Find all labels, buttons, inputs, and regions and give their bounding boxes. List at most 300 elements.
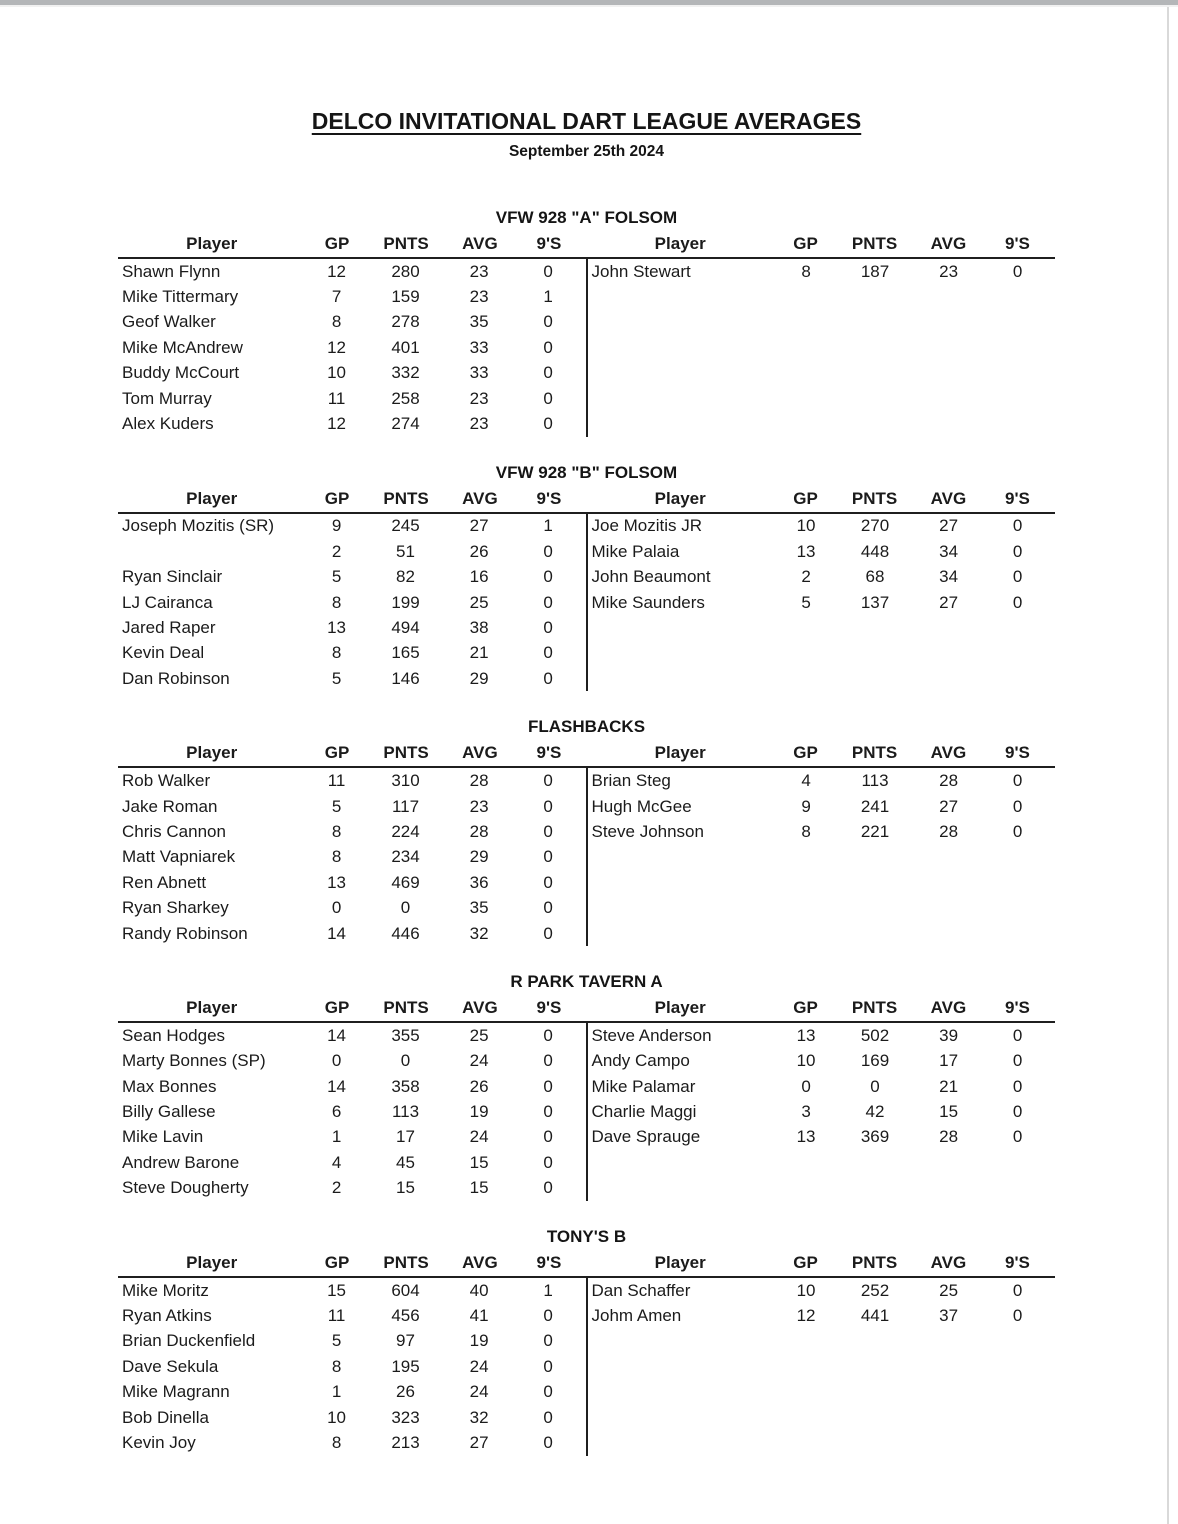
player-row — [118, 794, 586, 819]
team-section — [118, 969, 1055, 1201]
pnts-cell: 280 — [391, 261, 420, 281]
gp-cell: 5 — [331, 1331, 342, 1351]
nines-cell: 0 — [543, 1025, 553, 1045]
player-row — [588, 794, 1056, 819]
pnts-cell: 310 — [391, 771, 420, 791]
nines-cell: 0 — [543, 1432, 553, 1452]
gp-cell: 8 — [331, 1432, 342, 1452]
table-header-right — [587, 231, 1056, 257]
gp-cell: 15 — [327, 1280, 347, 1300]
pnts-cell: 51 — [396, 541, 415, 561]
player-row — [588, 1049, 1056, 1074]
table-header-left — [118, 740, 587, 766]
gp-cell: 4 — [331, 1152, 342, 1172]
column-header-pnts: PNTS — [851, 234, 898, 253]
player-name-cell: LJ Cairanca — [122, 592, 213, 612]
gp-cell: 5 — [331, 668, 342, 688]
avg-cell: 16 — [469, 567, 489, 587]
table-body-right — [586, 768, 1056, 946]
player-row — [118, 895, 586, 920]
pnts-cell: 446 — [391, 923, 420, 943]
nines-cell: 0 — [1012, 796, 1023, 816]
nines-cell: 0 — [543, 261, 553, 281]
column-header-avg: AVG — [462, 743, 498, 763]
pnts-cell: 0 — [870, 1076, 880, 1096]
column-header-player: Player — [654, 998, 706, 1018]
team-section — [118, 1224, 1055, 1456]
player-row — [118, 1329, 586, 1354]
player-name-cell: Buddy McCourt — [122, 363, 240, 383]
averages-table — [118, 231, 1055, 437]
column-header-nines: 9'S — [1005, 488, 1030, 508]
column-header-player: Player — [654, 488, 706, 508]
nines-cell: 0 — [543, 847, 553, 867]
avg-cell: 23 — [469, 388, 489, 408]
column-header-nines: 9'S — [1005, 998, 1030, 1018]
table-header-row — [118, 995, 1055, 1023]
player-row — [588, 1278, 1056, 1303]
avg-cell: 27 — [939, 796, 959, 816]
player-name-cell: Mike Saunders — [591, 592, 705, 612]
pnts-cell: 97 — [396, 1331, 415, 1351]
player-name-cell: Tom Murray — [122, 388, 212, 408]
pnts-cell: 26 — [396, 1382, 415, 1402]
player-row — [588, 259, 1056, 284]
table-body — [118, 259, 1055, 437]
player-row — [118, 641, 586, 666]
pnts-cell: 0 — [400, 1051, 411, 1071]
gp-cell: 13 — [796, 1025, 816, 1045]
team-sections — [118, 205, 1055, 1456]
team-name: R PARK TAVERN A — [510, 972, 663, 992]
gp-cell: 8 — [801, 821, 811, 841]
player-row — [588, 1099, 1056, 1124]
player-name-cell: Mike Lavin — [122, 1127, 204, 1147]
column-header-avg: AVG — [462, 234, 498, 253]
player-name-cell: Johm Amen — [591, 1306, 682, 1326]
player-row — [118, 768, 586, 793]
column-header-pnts: PNTS — [851, 998, 898, 1018]
player-row — [118, 514, 586, 539]
avg-cell: 41 — [469, 1306, 489, 1326]
column-header-player: Player — [186, 743, 238, 763]
player-name-cell: Andrew Barone — [122, 1152, 240, 1172]
table-body-left — [118, 1023, 586, 1201]
team-section — [118, 460, 1055, 692]
avg-cell: 32 — [469, 923, 489, 943]
gp-cell: 8 — [331, 1356, 342, 1376]
column-header-gp: GP — [793, 743, 818, 763]
gp-cell: 10 — [327, 363, 347, 383]
player-name-cell: Steve Johnson — [591, 821, 704, 841]
gp-cell: 2 — [331, 541, 342, 561]
document-content — [118, 0, 1055, 1479]
avg-cell: 35 — [469, 312, 489, 332]
player-name-cell: Brian Steg — [591, 771, 671, 791]
table-header-left — [118, 995, 587, 1021]
avg-cell: 28 — [939, 1127, 959, 1147]
pnts-cell: 278 — [391, 312, 420, 332]
player-row — [118, 870, 586, 895]
gp-cell: 12 — [327, 414, 347, 434]
gp-cell: 6 — [331, 1102, 342, 1122]
table-header-row — [118, 740, 1055, 768]
avg-cell: 24 — [469, 1382, 489, 1402]
column-header-player: Player — [654, 743, 706, 763]
player-name-cell: Brian Duckenfield — [122, 1331, 256, 1351]
gp-cell: 14 — [327, 1025, 347, 1045]
player-name-cell: Dave Sprauge — [591, 1127, 701, 1147]
column-header-avg: AVG — [462, 1252, 498, 1272]
player-row — [118, 335, 586, 360]
pnts-cell: 441 — [860, 1306, 890, 1326]
player-row — [118, 539, 586, 564]
pnts-cell: 195 — [391, 1356, 420, 1376]
avg-cell: 28 — [469, 821, 489, 841]
pnts-cell: 113 — [391, 1102, 420, 1122]
column-header-player: Player — [186, 998, 238, 1018]
player-row — [118, 666, 586, 691]
column-header-player: Player — [186, 1252, 238, 1272]
nines-cell: 1 — [543, 516, 553, 536]
pnts-cell: 270 — [860, 516, 890, 536]
pnts-cell: 258 — [391, 388, 420, 408]
column-header-player: Player — [186, 488, 238, 508]
pnts-cell: 456 — [391, 1306, 420, 1326]
player-row — [118, 1405, 586, 1430]
player-name-cell: Ryan Atkins — [122, 1306, 212, 1326]
pnts-cell: 0 — [400, 898, 411, 918]
avg-cell: 29 — [469, 847, 489, 867]
nines-cell: 0 — [1012, 821, 1023, 841]
gp-cell: 9 — [331, 516, 342, 536]
team-name: FLASHBACKS — [527, 717, 646, 737]
avg-cell: 28 — [939, 821, 959, 841]
pnts-cell: 469 — [391, 872, 420, 892]
pnts-cell: 448 — [860, 541, 890, 561]
gp-cell: 0 — [331, 898, 342, 918]
player-row — [118, 1303, 586, 1328]
pnts-cell: 15 — [396, 1178, 415, 1198]
nines-cell: 0 — [543, 1331, 553, 1351]
table-header-right — [587, 995, 1056, 1021]
column-header-gp: GP — [793, 1252, 818, 1272]
player-name-cell: Mike Magrann — [122, 1382, 230, 1402]
pnts-cell: 494 — [391, 617, 420, 637]
player-row — [118, 284, 586, 309]
avg-cell: 23 — [469, 796, 489, 816]
gp-cell: 14 — [327, 923, 347, 943]
nines-cell: 0 — [543, 1102, 553, 1122]
gp-cell: 0 — [801, 1076, 811, 1096]
column-header-nines: 9'S — [1005, 743, 1030, 763]
avg-cell: 38 — [469, 617, 489, 637]
nines-cell: 0 — [543, 1076, 553, 1096]
pnts-cell: 42 — [865, 1102, 885, 1122]
pnts-cell: 401 — [391, 337, 420, 357]
avg-cell: 39 — [939, 1025, 959, 1045]
player-row — [118, 565, 586, 590]
column-header-pnts: PNTS — [851, 743, 898, 763]
gp-cell: 13 — [796, 541, 816, 561]
player-name-cell: Mike Tittermary — [122, 287, 239, 307]
gp-cell: 14 — [327, 1076, 347, 1096]
page-right-edge-line — [1167, 7, 1169, 1524]
pnts-cell: 241 — [860, 796, 890, 816]
gp-cell: 4 — [801, 771, 811, 791]
nines-cell: 0 — [543, 567, 553, 587]
player-name-cell: Mike Palaia — [591, 541, 680, 561]
nines-cell: 0 — [543, 1382, 553, 1402]
table-header-row — [118, 231, 1055, 259]
avg-cell: 37 — [939, 1306, 959, 1326]
avg-cell: 25 — [469, 592, 489, 612]
gp-cell: 9 — [801, 796, 811, 816]
player-name-cell: Sean Hodges — [122, 1025, 226, 1045]
player-row — [118, 386, 586, 411]
avg-cell: 23 — [939, 261, 959, 281]
player-name-cell: Bob Dinella — [122, 1407, 209, 1427]
avg-cell: 23 — [469, 261, 489, 281]
avg-cell: 23 — [469, 414, 489, 434]
pnts-cell: 332 — [391, 363, 420, 383]
pnts-cell: 369 — [860, 1127, 890, 1147]
gp-cell: 13 — [327, 872, 347, 892]
nines-cell: 0 — [543, 388, 553, 408]
nines-cell: 1 — [543, 1280, 553, 1300]
column-header-gp: GP — [793, 998, 818, 1018]
averages-table — [118, 486, 1055, 692]
player-name-cell: Max Bonnes — [122, 1076, 217, 1096]
column-header-pnts: PNTS — [851, 488, 898, 508]
avg-cell: 40 — [469, 1280, 489, 1300]
player-name-cell: Kevin Joy — [122, 1432, 196, 1452]
column-header-player: Player — [654, 1252, 706, 1272]
player-row — [588, 819, 1056, 844]
column-header-avg: AVG — [462, 488, 498, 508]
table-header-row — [118, 486, 1055, 514]
nines-cell: 0 — [543, 337, 553, 357]
gp-cell: 1 — [331, 1127, 342, 1147]
table-body-left — [118, 259, 586, 437]
player-name-cell: Mike McAndrew — [122, 337, 243, 357]
player-row — [588, 1125, 1056, 1150]
player-name-cell: Charlie Maggi — [591, 1102, 697, 1122]
nines-cell: 0 — [1012, 1280, 1023, 1300]
avg-cell: 25 — [469, 1025, 489, 1045]
table-header-right — [587, 486, 1056, 512]
nines-cell: 0 — [543, 1178, 553, 1198]
gp-cell: 11 — [327, 388, 346, 408]
avg-cell: 28 — [469, 771, 489, 791]
player-row — [118, 310, 586, 335]
pnts-cell: 159 — [391, 287, 420, 307]
nines-cell: 0 — [1012, 541, 1023, 561]
player-row — [588, 514, 1056, 539]
avg-cell: 32 — [469, 1407, 489, 1427]
gp-cell: 8 — [331, 592, 342, 612]
pnts-cell: 221 — [860, 821, 890, 841]
column-header-gp: GP — [793, 234, 818, 253]
player-row — [118, 1023, 586, 1048]
player-name-cell: Billy Gallese — [122, 1102, 216, 1122]
nines-cell: 0 — [1012, 516, 1023, 536]
player-row — [118, 921, 586, 946]
player-row — [118, 615, 586, 640]
gp-cell: 11 — [327, 771, 346, 791]
avg-cell: 15 — [939, 1102, 959, 1122]
nines-cell: 0 — [543, 1127, 553, 1147]
column-header-pnts: PNTS — [851, 1252, 898, 1272]
player-row — [588, 768, 1056, 793]
team-name: VFW 928 "A" FOLSOM — [495, 208, 678, 227]
pnts-cell: 146 — [391, 668, 420, 688]
avg-cell: 34 — [939, 567, 959, 587]
avg-cell: 24 — [469, 1356, 489, 1376]
document-title: DELCO INVITATIONAL DART LEAGUE AVERAGES — [311, 108, 862, 134]
avg-cell: 21 — [469, 643, 489, 663]
pnts-cell: 165 — [391, 643, 420, 663]
player-name-cell: Andy Campo — [591, 1051, 690, 1071]
gp-cell: 10 — [796, 1280, 816, 1300]
player-row — [118, 590, 586, 615]
avg-cell: 19 — [469, 1331, 489, 1351]
avg-cell: 26 — [469, 541, 489, 561]
gp-cell: 8 — [331, 847, 342, 867]
nines-cell: 0 — [543, 796, 553, 816]
column-header-gp: GP — [324, 998, 350, 1018]
pnts-cell: 82 — [396, 567, 415, 587]
player-name-cell: Joe Mozitis JR — [591, 516, 703, 536]
column-header-avg: AVG — [462, 998, 498, 1018]
pnts-cell: 224 — [391, 821, 420, 841]
player-name-cell: John Beaumont — [591, 567, 711, 587]
team-section — [118, 205, 1055, 437]
nines-cell: 0 — [543, 668, 553, 688]
player-name-cell: Jared Raper — [122, 617, 216, 637]
player-name-cell: John Stewart — [591, 261, 691, 281]
nines-cell: 0 — [543, 872, 553, 892]
player-row — [118, 1125, 586, 1150]
avg-cell: 23 — [469, 287, 489, 307]
averages-table — [118, 995, 1055, 1201]
player-row — [588, 1023, 1056, 1048]
pnts-cell: 358 — [391, 1076, 420, 1096]
avg-cell: 15 — [469, 1152, 489, 1172]
team-name: VFW 928 "B" FOLSOM — [495, 462, 678, 482]
avg-cell: 17 — [939, 1051, 959, 1071]
table-body-right — [586, 259, 1056, 437]
nines-cell: 0 — [1012, 261, 1023, 281]
gp-cell: 13 — [327, 617, 347, 637]
player-name-cell: Alex Kuders — [122, 414, 214, 434]
avg-cell: 27 — [469, 516, 489, 536]
nines-cell: 0 — [1012, 1076, 1023, 1096]
nines-cell: 0 — [1012, 1127, 1023, 1147]
column-header-avg: AVG — [930, 1252, 967, 1272]
nines-cell: 0 — [543, 1306, 553, 1326]
player-name-cell: Ren Abnett — [122, 872, 207, 892]
player-row — [118, 411, 586, 436]
avg-cell: 15 — [469, 1178, 489, 1198]
column-header-avg: AVG — [930, 488, 967, 508]
pnts-cell: 274 — [391, 414, 420, 434]
avg-cell: 25 — [939, 1280, 959, 1300]
nines-cell: 0 — [1012, 1051, 1023, 1071]
player-name-cell: Kevin Deal — [122, 643, 205, 663]
pnts-cell: 17 — [396, 1127, 415, 1147]
column-header-nines: 9'S — [536, 234, 562, 253]
column-header-avg: AVG — [930, 234, 967, 253]
averages-table — [118, 1250, 1055, 1456]
avg-cell: 27 — [939, 592, 959, 612]
player-row — [118, 1099, 586, 1124]
nines-cell: 0 — [543, 1407, 553, 1427]
gp-cell: 12 — [327, 337, 347, 357]
pnts-cell: 245 — [391, 516, 420, 536]
gp-cell: 8 — [331, 821, 342, 841]
pnts-cell: 113 — [861, 771, 889, 791]
nines-cell: 0 — [543, 1152, 553, 1172]
table-body — [118, 768, 1055, 946]
avg-cell: 27 — [939, 516, 959, 536]
pnts-cell: 252 — [860, 1280, 890, 1300]
player-name-cell: Dan Schaffer — [591, 1280, 691, 1300]
player-row — [118, 845, 586, 870]
column-header-nines: 9'S — [536, 1252, 562, 1272]
avg-cell: 19 — [469, 1102, 489, 1122]
player-name-cell: Marty Bonnes (SP) — [122, 1051, 266, 1071]
player-row — [118, 1430, 586, 1455]
pnts-cell: 137 — [860, 592, 890, 612]
player-row — [118, 819, 586, 844]
player-row — [118, 1176, 586, 1201]
nines-cell: 0 — [543, 643, 553, 663]
table-body — [118, 1023, 1055, 1201]
nines-cell: 0 — [543, 923, 553, 943]
player-row — [588, 1074, 1056, 1099]
avg-cell: 35 — [469, 898, 489, 918]
player-name-cell: Rob Walker — [122, 771, 211, 791]
player-name-cell: Jake Roman — [122, 796, 218, 816]
avg-cell: 24 — [469, 1051, 489, 1071]
player-row — [588, 539, 1056, 564]
nines-cell: 0 — [543, 541, 553, 561]
gp-cell: 8 — [331, 643, 342, 663]
column-header-gp: GP — [324, 488, 350, 508]
column-header-player: Player — [186, 234, 238, 253]
nines-cell: 1 — [543, 287, 553, 307]
player-name-cell: Ryan Sharkey — [122, 898, 229, 918]
column-header-nines: 9'S — [536, 998, 562, 1018]
pnts-cell: 323 — [391, 1407, 420, 1427]
player-row — [118, 1354, 586, 1379]
avg-cell: 27 — [469, 1432, 489, 1452]
pnts-cell: 213 — [391, 1432, 420, 1452]
column-header-pnts: PNTS — [383, 488, 429, 508]
nines-cell: 0 — [1012, 567, 1023, 587]
table-header-row — [118, 1250, 1055, 1278]
avg-cell: 28 — [939, 771, 959, 791]
avg-cell: 36 — [469, 872, 489, 892]
avg-cell: 33 — [469, 337, 489, 357]
nines-cell: 0 — [1012, 592, 1023, 612]
avg-cell: 29 — [469, 668, 489, 688]
player-name-cell: Joseph Mozitis (SR) — [122, 516, 275, 536]
player-row — [588, 1303, 1056, 1328]
avg-cell: 21 — [939, 1076, 959, 1096]
player-name-cell: Dave Sekula — [122, 1356, 219, 1376]
